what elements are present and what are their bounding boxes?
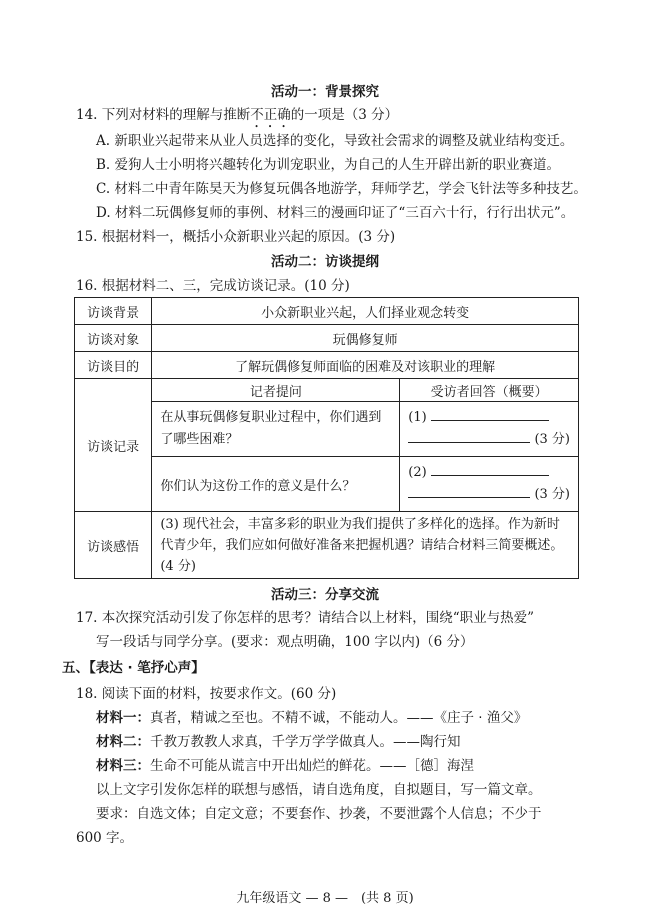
answer-header: 受访者回答（概要） xyxy=(400,379,579,402)
question-15: 15. 根据材料一，概括小众新职业兴起的原因。(3 分) xyxy=(76,229,396,245)
answer-2-label: (2) xyxy=(408,465,427,480)
goal-label: 访谈目的 xyxy=(75,352,152,379)
material-1-label: 材料一： xyxy=(96,710,150,726)
question-16: 16. 根据材料二、三，完成访谈记录。(10 分) xyxy=(76,278,350,294)
answer-1-label: (1) xyxy=(408,410,427,425)
q14-option-a: A. 新职业兴起带来从业人员选择的变化，导致社会需求的调整及就业结构变迁。 xyxy=(96,133,574,149)
essay-requirements-line-1: 要求：自选文体；自定文意；不要套作、抄袭，不要泄露个人信息；不少于 xyxy=(96,806,542,822)
essay-prompt: 以上文字引发你怎样的联想与感悟，请自选角度，自拟题目，写一篇文章。 xyxy=(96,782,542,798)
q14-option-d: D. 材料二玩偶修复师的事例、材料三的漫画印证了“三百六十行，行行出状元”。 xyxy=(96,205,575,221)
obj-value: 玩偶修复师 xyxy=(152,325,579,352)
reporter-question-1: 在从事玩偶修复职业过程中，你们遇到了哪些困难？ xyxy=(152,402,400,457)
feel-label: 访谈感悟 xyxy=(75,512,152,579)
answer-1-score: (3 分) xyxy=(534,432,570,447)
question-14-stem xyxy=(76,103,398,131)
activity-2-heading: 活动二：访谈提纲 xyxy=(271,254,379,270)
bg-value: 小众新职业兴起，人们择业观念转变 xyxy=(152,298,579,325)
answer-2-blank-line[interactable] xyxy=(431,462,549,476)
goal-value: 了解玩偶修复师面临的困难及对该职业的理解 xyxy=(152,352,579,379)
answer-2-score: (3 分) xyxy=(534,487,570,502)
answer-1-blank-line-2[interactable] xyxy=(408,429,530,443)
record-label: 访谈记录 xyxy=(75,379,152,512)
section-5-heading: 五、【表达 · 笔抒心声】 xyxy=(62,660,205,676)
q14-stem-emphasis: 不正确 xyxy=(250,107,291,123)
obj-label: 访谈对象 xyxy=(75,325,152,352)
material-1-text: 真者，精诚之至也。不精不诚，不能动人。——《庄子 · 渔父》 xyxy=(150,710,528,726)
material-3-text: 生命不可能从谎言中开出灿烂的鲜花。——［德］海涅 xyxy=(150,758,474,774)
answer-2-blank-line-2[interactable] xyxy=(408,484,530,498)
answer-cell-2 xyxy=(400,457,579,512)
activity-3-heading: 活动三：分享交流 xyxy=(271,587,379,603)
activity-1-heading: 活动一：背景探究 xyxy=(271,84,379,100)
reporter-question-2: 你们认为这份工作的意义是什么？ xyxy=(152,457,400,512)
feel-text: (3) 现代社会，丰富多彩的职业为我们提供了多样化的选择。作为新时代青少年，我们应如何做好准备来把握机遇？请结合材料三简要概述。(4 分) xyxy=(152,512,579,579)
material-2-label: 材料二： xyxy=(96,734,150,750)
q14-option-b: B. 爱狗人士小明将兴趣转化为训宠职业，为自己的人生开辟出新的职业赛道。 xyxy=(96,157,561,173)
question-17-line-1: 17. 本次探究活动引发了你怎样的思考？请结合以上材料，围绕“职业与热爱” xyxy=(76,610,535,626)
essay-requirements-line-2: 600 字。 xyxy=(76,830,134,846)
q14-option-c: C. 材料二中青年陈昊天为修复玩偶各地游学，拜师学艺，学会飞针法等多种技艺。 xyxy=(96,181,587,197)
answer-1-blank-line[interactable] xyxy=(431,407,549,421)
q14-stem-pre: 14. 下列对材料的理解与推断 xyxy=(76,107,251,123)
question-18-stem: 18. 阅读下面的材料，按要求作文。(60 分) xyxy=(76,686,337,702)
page-footer: 九年级语文 — 8 — (共 8 页) xyxy=(236,891,414,906)
material-1 xyxy=(96,706,527,726)
answer-cell-1 xyxy=(400,402,579,457)
bg-label: 访谈背景 xyxy=(75,298,152,325)
material-2-text: 千教万教教人求真，千学万学学做真人。——陶行知 xyxy=(150,734,461,750)
interview-table xyxy=(74,297,579,579)
question-17-line-2: 写一段话与同学分享。(要求：观点明确，100 字以内)（6 分） xyxy=(96,634,474,650)
question-header: 记者提问 xyxy=(152,379,400,402)
material-2 xyxy=(96,730,461,750)
material-3-label: 材料三： xyxy=(96,758,150,774)
material-3 xyxy=(96,754,474,774)
q14-stem-post: 的一项是（3 分） xyxy=(290,107,399,123)
